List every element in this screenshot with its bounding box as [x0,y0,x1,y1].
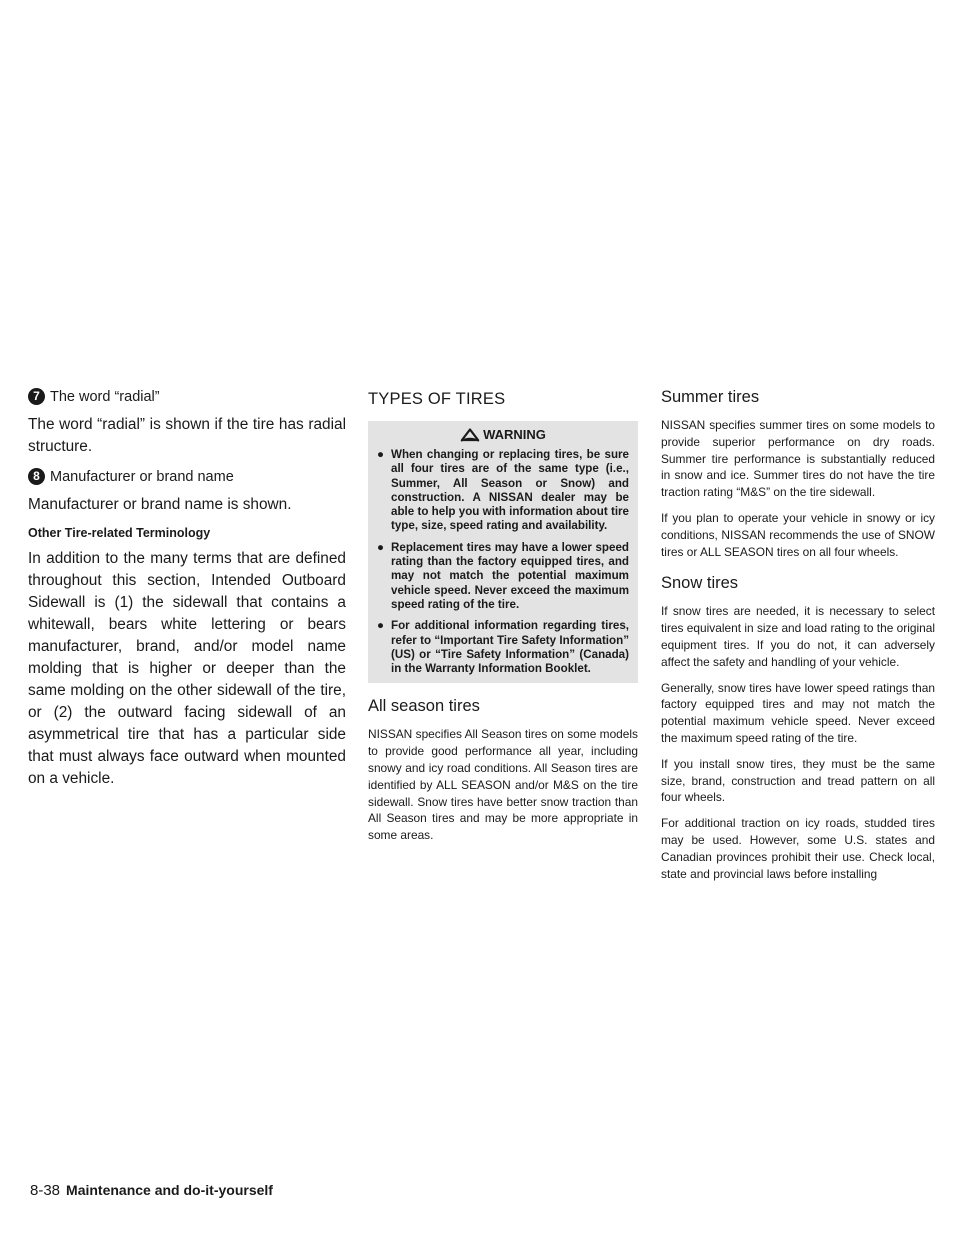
page-number: 8-38 [30,1182,61,1199]
warning-box [368,421,638,683]
column-left [28,388,346,800]
column-right [661,388,935,891]
snow-tires-paragraph: If snow tires are needed, it is necessary to select tires equivalent in size and load rating to the original equipment tires. If you do not, it can adversely affect the safety and handling of your vehicle. [661,604,935,669]
other-terminology-heading: Other Tire-related Terminology [28,526,211,540]
item-7-description: The word “radial” is shown if the tire has radial structure. [28,416,346,455]
list-item-8 [28,468,346,485]
item-8-description: Manufacturer or brand name is shown. [28,496,292,513]
summer-tires-title: Summer tires [661,388,760,406]
snow-tires-paragraph: If you install snow tires, they must be the same size, brand, construction and tread pattern on all four wheels. [661,756,935,805]
snow-tires-title: Snow tires [661,574,739,593]
warning-bullet-text: When changing or replacing tires, be sure all four tires are of the same type (i.e., Summer, All Season or Snow) and construction. A NISSAN dealer may be able to help you with information about tire type, size, speed rating and availability. [391,448,629,533]
list-item-7 [28,388,346,405]
warning-bullet [377,619,629,676]
snow-tires-paragraph: Generally, snow tires have lower speed ratings than factory equipped tires and may not match the potential maximum vehicle speed. Never exceed the maximum speed rating of the tire. [661,680,935,745]
warning-bullet-text: Replacement tires may have a lower speed rating than the factory equipped tires, and may not match the potential maximum vehicle speed. Never exceed the maximum speed rating of the tire. [391,540,629,611]
bullet-icon: ● [377,619,385,633]
warning-list [377,448,629,676]
circled-number-8: 8 [28,468,45,485]
other-terminology-body: In addition to the many terms that are defined throughout this section, Intended Outboard Sidewall is (1) the sidewall that contains a whitewall, bears white lettering or bears manufacturer, brand, and/or model name molding that is higher or deeper than the same molding on the other sidewall of the tire, or (2) the outward facing sidewall of an asymmetrical tire that has a particular side that must always face outward when mounted on a vehicle. [28,550,346,787]
page-footer [30,1182,273,1199]
all-season-tires-title: All season tires [368,697,480,716]
item-7-label: The word “radial” [50,388,160,405]
item-8-label: Manufacturer or brand name [50,468,234,485]
warning-bullet [377,541,629,612]
warning-title: WARNING [483,427,546,442]
warning-bullet [377,448,629,534]
snow-tires-paragraph: For additional traction on icy roads, studded tires may be used. However, some U.S. states and Canadian provinces prohibit their use. Check local, state and provincial laws before installing [661,816,935,881]
column-middle [368,388,638,853]
summer-tires-paragraph: NISSAN specifies summer tires on some models to provide superior performance on dry roads. Summer tire performance is substantially reduced in snow and ice. Summer tires do not have the tire traction rating “M&S” on the tire sidewall. [661,418,935,500]
warning-header [377,427,629,442]
all-season-tires-body: NISSAN specifies All Season tires on some models to provide good performance all year, including snowy and icy road conditions. All Season tires are identified by ALL SEASON and/or M&S on the tire sidewall. Snow tires have better snow traction than All Season tires and may be more appropriate in some areas. [368,727,638,843]
warning-bullet-text: For additional information regarding tires, refer to “Important Tire Safety Information” (US) or “Tire Safety Information” (Canada) in the Warranty Information Booklet. [391,619,629,676]
warning-triangle-icon [460,428,480,442]
section-title-types-of-tires: TYPES OF TIRES [368,390,506,408]
summer-tires-paragraph: If you plan to operate your vehicle in snowy or icy conditions, NISSAN recommends the use of SNOW tires or ALL SEASON tires on all four wheels. [661,510,935,559]
footer-section-title: Maintenance and do-it-yourself [66,1182,273,1198]
circled-number-7: 7 [28,388,45,405]
bullet-icon: ● [377,448,385,461]
bullet-icon: ● [377,540,385,554]
